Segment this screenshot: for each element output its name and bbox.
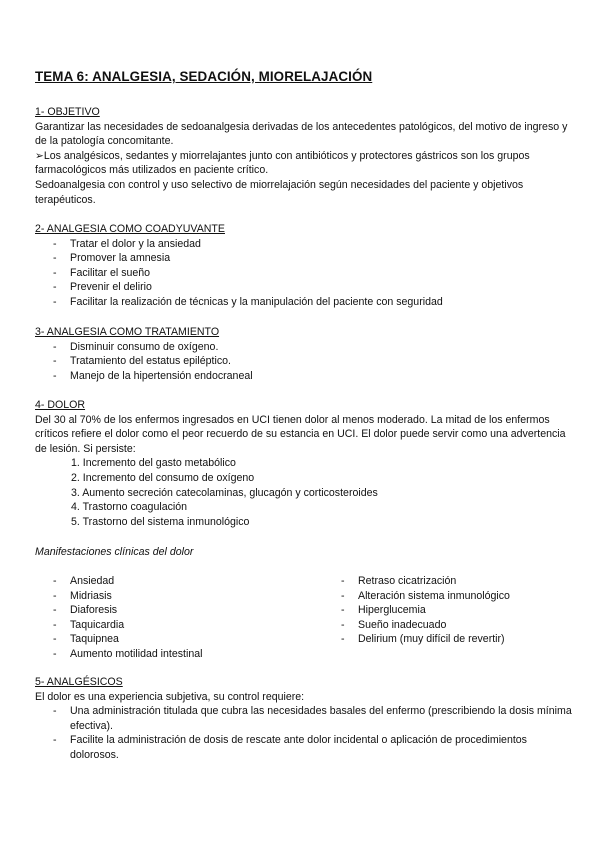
list-item: - Manejo de la hipertensión endocraneal (35, 369, 575, 384)
tratamiento-list (35, 340, 575, 384)
section-heading-objetivo: 1- OBJETIVO (35, 106, 100, 118)
list-item: 5. Trastorno del sistema inmunológico (71, 515, 250, 528)
section-tratamiento (35, 325, 575, 383)
list-item: - Facilite la administración de dosis de rescate ante dolor incidental o aplicación de procedimientos dolorosos. (35, 733, 575, 762)
list-item: - Prevenir el delirio (35, 280, 575, 295)
coadyuvante-list (35, 237, 575, 310)
list-item: - Ansiedad (35, 574, 305, 589)
list-item: - Tratar el dolor y la ansiedad (35, 237, 575, 252)
list-item: 1. Incremento del gasto metabólico (71, 457, 236, 470)
section-analgesicos (35, 675, 575, 763)
section-heading-dolor: 4- DOLOR (35, 399, 86, 411)
list-item: - Taquicardia (35, 618, 305, 633)
list-item: 2. Incremento del consumo de oxígeno (71, 471, 255, 484)
list-item: 4. Trastorno coagulación (71, 501, 188, 514)
objetivo-paragraph-1: Garantizar las necesidades de sedoanalgesia derivadas de los antecedentes patológicos, del motivo de ingreso y de la patología concomitante. (35, 120, 568, 148)
section-coadyuvante (35, 222, 575, 310)
list-item: - Sueño inadecuado (323, 618, 593, 633)
dolor-numbered-list (35, 456, 575, 529)
list-item: - Aumento motilidad intestinal (35, 647, 305, 662)
section-objetivo (35, 105, 575, 207)
objetivo-paragraph-3: Sedoanalgesia con control y uso selectivo de miorrelajación según necesidades del paciente y objetivos terapéuticos. (35, 178, 524, 206)
list-item: - Delirium (muy difícil de revertir) (323, 632, 593, 647)
list-item: - Facilitar el sueño (35, 266, 575, 281)
list-item: - Una administración titulada que cubra las necesidades basales del enfermo (prescribiendo la dosis mínima efectiva). (35, 704, 575, 733)
list-item: 3. Aumento secreción catecolaminas, glucagón y corticosteroides (71, 486, 378, 499)
list-item: - Diaforesis (35, 603, 305, 618)
section-dolor (35, 398, 575, 529)
analgesicos-list (35, 704, 575, 762)
list-item: - Hiperglucemia (323, 603, 593, 618)
analgesicos-paragraph: El dolor es una experiencia subjetiva, su control requiere: (35, 690, 305, 703)
list-item: - Retraso cicatrización (323, 574, 593, 589)
list-item: - Taquipnea (35, 632, 305, 647)
section-heading-tratamiento: 3- ANALGESIA COMO TRATAMIENTO (35, 326, 220, 338)
list-item: - Tratamiento del estatus epiléptico. (35, 354, 575, 369)
list-item: - Facilitar la realización de técnicas y la manipulación del paciente con seguridad (35, 295, 575, 310)
manifestaciones-left-column (35, 574, 305, 662)
list-item: - Disminuir consumo de oxígeno. (35, 340, 575, 355)
dolor-paragraph: Del 30 al 70% de los enfermos ingresados en UCI tienen dolor al menos moderado. La mitad de los enfermos críticos refiere el dolor como el peor recuerdo de su estancia en UCI. El dolor puede servir como una advertencia de lesión. Si persiste: (35, 413, 566, 455)
manifestaciones-subheading: Manifestaciones clínicas del dolor (35, 546, 194, 558)
list-item: - Midriasis (35, 589, 305, 604)
manifestaciones-right-column (323, 574, 593, 647)
document-title: TEMA 6: ANALGESIA, SEDACIÓN, MIORELAJACIÓN (35, 69, 373, 84)
objetivo-paragraph-2: ➢Los analgésicos, sedantes y miorrelajantes junto con antibióticos y protectores gástricos son los grupos farmacológicos más utilizados en paciente crítico. (35, 149, 530, 177)
list-item: - Alteración sistema inmunológico (323, 589, 593, 604)
list-item: - Promover la amnesia (35, 251, 575, 266)
section-heading-analgesicos: 5- ANALGÉSICOS (35, 676, 123, 688)
section-heading-coadyuvante: 2- ANALGESIA COMO COADYUVANTE (35, 223, 225, 235)
